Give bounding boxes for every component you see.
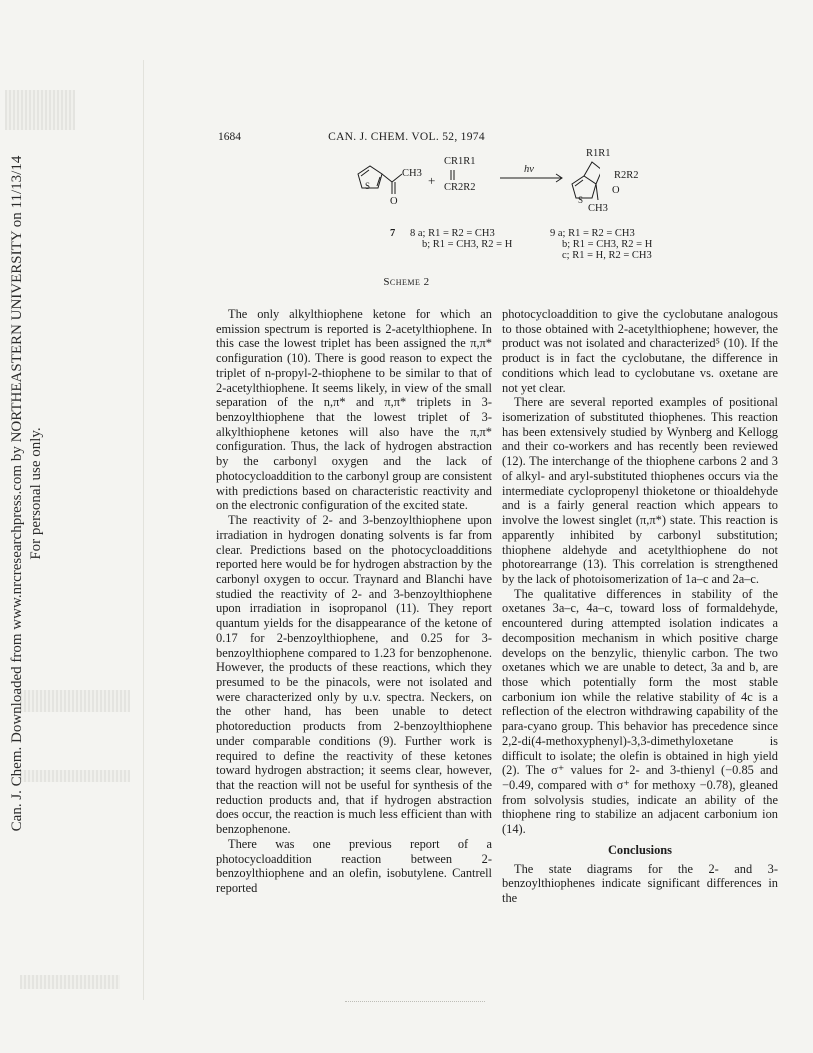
paragraph: The only alkylthiophene ketone for which an emission spectrum is reported is 2-acetylthiophene. In this case the lowest triplet has been assigned the π,π* configuration (10). There is good reason to expect the triplet of n-propyl-2-thiophene to be similar to that of 2-acetylthiophene. It seems likely, in view of the small separation of the n,π* and π,π* triplets in 3-benzoylthiophene that the lowest triplet of 3-alkylthiophene ketones will also have the π,π* configuration. Thus, the lack of hydrogen abstraction by the carbonyl oxygen and the lack of photocycloaddition to the carbonyl group are consistent with predictions based on characteristic reactivity and on the electronic configuration of the excited state.: [216, 307, 492, 513]
watermark-line-1: Can. J. Chem. Downloaded from www.nrcresearchpress.com by NORTHEASTERN UNIVERSITY on 11/13/14: [9, 155, 25, 832]
arrow-label: hv: [524, 164, 534, 175]
download-watermark: [8, 0, 48, 1020]
compound-8a: 8 a; R1 = R2 = CH3: [410, 228, 495, 239]
ketone-ch3: CH3: [402, 168, 422, 179]
product-sulfur: S: [578, 195, 584, 205]
conclusions-paragraph: The state diagrams for the 2- and 3-benzoylthiophenes indicate significant differences in the: [502, 861, 778, 906]
compound-9c: c; R1 = H, R2 = CH3: [562, 250, 652, 261]
compound-9b: b; R1 = CH3, R2 = H: [562, 239, 653, 250]
compound-8b: b; R1 = CH3, R2 = H: [422, 239, 513, 250]
page-header: [0, 131, 813, 147]
ketone-sulfur: S: [365, 181, 371, 191]
reaction-scheme: [340, 148, 653, 273]
footer-rule: [345, 1001, 485, 1003]
compound-9a: 9 a; R1 = R2 = CH3: [550, 228, 635, 239]
olefin-top: CR1R1: [444, 156, 476, 167]
running-head: CAN. J. CHEM. VOL. 52, 1974: [328, 131, 485, 143]
paragraph: The qualitative differences in stability of the oxetanes 3a–c, 4a–c, toward loss of formaldehyde, encountered during attempted isolation indicates a decomposition mechanism in which positive charge develops on the benzylic, thienylic carbon. The two oxetanes which we are unable to detect, 3a and b, are those which potentially form the most stable carbonium ion while the relative stability of 4c is a reflection of the electron withdrawing capability of the para-cyano group. This behavior has precedence since 2,2-di(4-methoxyphenyl)-3,3-dimethyloxetane is difficult to isolate; the olefin is obtained in high yield (2). The σ⁺ values for 2- and 3-thienyl (−0.85 and −0.49, compared with σ⁺ for methoxy −0.78), gleaned from solvolysis studies, indicate an ability of the thiophene ring to stabilize an adjacent carbonium ion (14).: [502, 586, 778, 837]
paragraph: The reactivity of 2- and 3-benzoylthiophene upon irradiation in hydrogen donating solvents is far from clear. Predictions based on the photocycloadditions reported here would be for hydrogen abstraction by the carbonyl oxygen to occur. Traynard and Blanchi have studied the reactivity of 2- and 3-benzoylthiophene upon irradiation in isopropanol (11). They report quantum yields for the disappearance of the ketone of 0.17 for 2-benzoylthiophene, and 0.25 for 3-benzoylthiophene compared to 1.23 for benzophenone. However, the products of these reactions, which they presumed to be the pinacols, were not isolated and were characterized only by u.v. spectra. Neckers, on the other hand, has been unable to detect photoreduction products from 2-benzoylthiophene under comparable conditions (9). Further work is required to define the reactivity of these ketones toward hydrogen abstraction; it seems clear, however, that the reaction will not be useful for synthesis of the reduction products and, that if hydrogen abstraction does occur, the reaction is much less efficient than with benzophenone.: [216, 513, 492, 837]
right-column: [502, 307, 778, 906]
watermark-line-2: For personal use only.: [28, 427, 44, 560]
left-column: [216, 307, 492, 896]
paragraph: There are several reported examples of positional isomerization of substituted thiophenes. This reaction has been extensively studied by Wynberg and Kellogg and their co-workers and has recently been reviewed (12). The interchange of the thiophene carbons 2 and 3 of alkyl- and aryl-substituted thiophenes occurs via the intermediate cyclopropenyl thioketone or thioaldehyde and is a fairly general reaction which appears to involve the lowest singlet (π,π*) state. This reaction is apparently inhibited by carbonyl substitution; thiophene aldehyde and acetylthiophene do not photorearrange (13). This correlation is strengthened by the lack of photoisomerization of 1a–c and 2a–c.: [502, 395, 778, 586]
conclusions-heading: Conclusions: [607, 842, 673, 857]
olefin-bottom: CR2R2: [444, 182, 476, 193]
ketone-oxygen: O: [390, 196, 398, 207]
page-edge: [143, 60, 144, 1000]
product-r1: R1R1: [586, 148, 611, 159]
paragraph: photocycloaddition to give the cyclobutane analogous to those obtained with 2-acetylthiophene; however, the product was not isolated and characterized⁵ (10). If the product is in fact the cyclobutane, the difference in conditions which lead to cyclobutane vs. oxetane are not yet clear.: [502, 307, 778, 395]
product-r2: R2R2: [614, 170, 639, 181]
scheme-caption: Scheme 2: [383, 276, 430, 288]
paragraph: There was one previous report of a photocycloaddition reaction between 2-benzoylthiophene and an olefin, isobutylene. Cantrell reported: [216, 836, 492, 896]
product-oxygen: O: [612, 185, 620, 196]
plus-sign: +: [428, 173, 436, 188]
compound-7-label: 7: [390, 228, 396, 239]
page-number: 1684: [218, 131, 241, 143]
product-ch3: CH3: [588, 203, 608, 214]
